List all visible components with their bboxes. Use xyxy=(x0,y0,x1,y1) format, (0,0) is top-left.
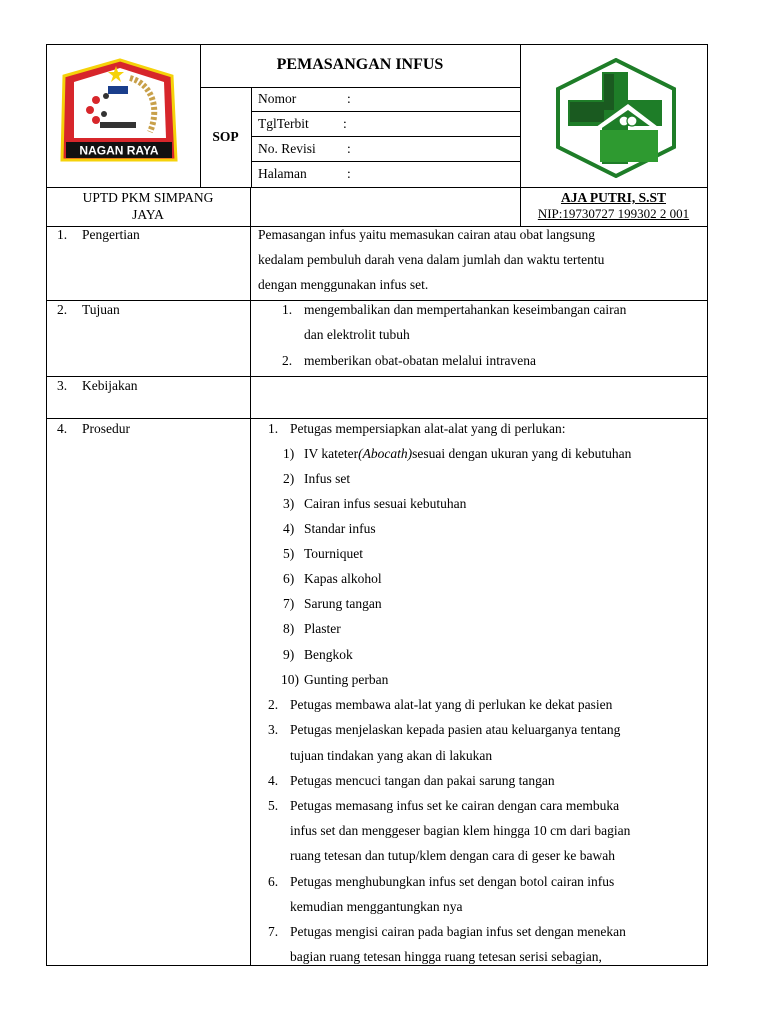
org-name-line1: UPTD PKM SIMPANG xyxy=(82,190,214,205)
list-num: 1. xyxy=(282,302,293,317)
step-num: 7. xyxy=(268,924,279,939)
section-label: Tujuan xyxy=(82,302,120,317)
tool-text xyxy=(304,446,631,462)
tool-num: 10) xyxy=(281,672,299,687)
step-text: Petugas membawa alat-lat yang di perlukan ke dekat pasien xyxy=(290,697,613,712)
meta-label: Halaman xyxy=(258,166,307,181)
text-line: dengan menggunakan infus set. xyxy=(258,277,429,292)
tool-num: 3) xyxy=(283,496,295,511)
step-text: Petugas menjelaskan kepada pasien atau keluarganya tentang xyxy=(290,722,621,737)
section-label: Prosedur xyxy=(82,421,130,436)
signer-name: AJA PUTRI, S.ST xyxy=(560,190,667,205)
document-title: PEMASANGAN INFUS xyxy=(276,56,444,73)
step-text: Petugas mempersiapkan alat-alat yang di perlukan: xyxy=(290,421,566,436)
step-text: infus set dan menggeser bagian klem hingga 10 cm dari bagian xyxy=(290,823,631,838)
tool-text: Infus set xyxy=(304,471,351,486)
step-text: Petugas memasang infus set ke cairan dengan cara membuka xyxy=(290,798,620,813)
tool-num: 7) xyxy=(283,596,295,611)
step-text: bagian ruang tetesan hingga ruang tetesan serisi sebagian, xyxy=(290,949,602,964)
section-label: Pengertian xyxy=(82,227,140,242)
tool-num: 8) xyxy=(283,621,295,636)
tool-text: Sarung tangan xyxy=(304,596,382,611)
step-text: ruang tetesan dan tutup/klem dengan cara di geser ke bawah xyxy=(290,848,615,863)
tool-num: 4) xyxy=(283,521,295,536)
step-num: 4. xyxy=(268,773,279,788)
step-text: Petugas mengisi cairan pada bagian infus set dengan menekan xyxy=(290,924,626,939)
step-num: 3. xyxy=(268,722,279,737)
section-num: 4. xyxy=(57,421,68,436)
step-num: 1. xyxy=(268,421,279,436)
org-name-line2: JAYA xyxy=(132,207,164,222)
step-text: kemudian menggantungkan nya xyxy=(290,899,463,914)
meta-label: Nomor xyxy=(258,91,297,106)
tool-name: IV kateter xyxy=(304,446,359,461)
sop-label: SOP xyxy=(212,129,239,144)
tool-text: Kapas alkohol xyxy=(304,571,382,586)
meta-sep: : xyxy=(347,141,351,156)
step-text: Petugas menghubungkan infus set dengan botol cairan infus xyxy=(290,874,615,889)
meta-label: No. Revisi xyxy=(258,141,316,156)
tool-num: 2) xyxy=(283,471,295,486)
section-num: 3. xyxy=(57,378,68,393)
signer-nip: NIP:19730727 199302 2 001 xyxy=(537,206,690,221)
step-text: tujuan tindakan yang akan di lakukan xyxy=(290,748,493,763)
tool-text: Gunting perban xyxy=(304,672,389,687)
list-num: 2. xyxy=(282,353,293,368)
tool-text: Bengkok xyxy=(304,647,353,662)
section-label: Kebijakan xyxy=(82,378,138,393)
tool-text: Standar infus xyxy=(304,521,376,536)
tool-num: 1) xyxy=(283,446,295,461)
meta-label: TglTerbit xyxy=(258,116,309,131)
tool-text: Plaster xyxy=(304,621,341,636)
tool-text: Cairan infus sesuai kebutuhan xyxy=(304,496,467,511)
nagan-raya-logo xyxy=(60,56,180,164)
step-num: 5. xyxy=(268,798,279,813)
meta-sep: : xyxy=(343,116,347,131)
text-line: kedalam pembuluh darah vena dalam jumlah dan waktu tertentu xyxy=(258,252,605,267)
meta-sep: : xyxy=(347,91,351,106)
step-text: Petugas mencuci tangan dan pakai sarung tangan xyxy=(290,773,555,788)
tool-italic: (Abocath) xyxy=(358,446,413,461)
tool-desc: sesuai dengan ukuran yang di kebutuhan xyxy=(412,446,632,461)
step-num: 2. xyxy=(268,697,279,712)
tool-num: 6) xyxy=(283,571,295,586)
section-num: 1. xyxy=(57,227,68,242)
text-line: Pemasangan infus yaitu memasukan cairan atau obat langsung xyxy=(258,227,596,242)
logo-text: NAGAN RAYA xyxy=(79,143,159,158)
tool-num: 5) xyxy=(283,546,295,561)
health-cross-logo xyxy=(554,58,678,178)
section-num: 2. xyxy=(57,302,68,317)
list-text: memberikan obat-obatan melalui intravena xyxy=(304,353,537,368)
list-text: mengembalikan dan mempertahankan keseimbangan cairan xyxy=(304,302,627,317)
list-text: dan elektrolit tubuh xyxy=(304,327,410,342)
tool-text: Tourniquet xyxy=(304,546,364,561)
step-num: 6. xyxy=(268,874,279,889)
tool-num: 9) xyxy=(283,647,295,662)
meta-sep: : xyxy=(347,166,351,181)
